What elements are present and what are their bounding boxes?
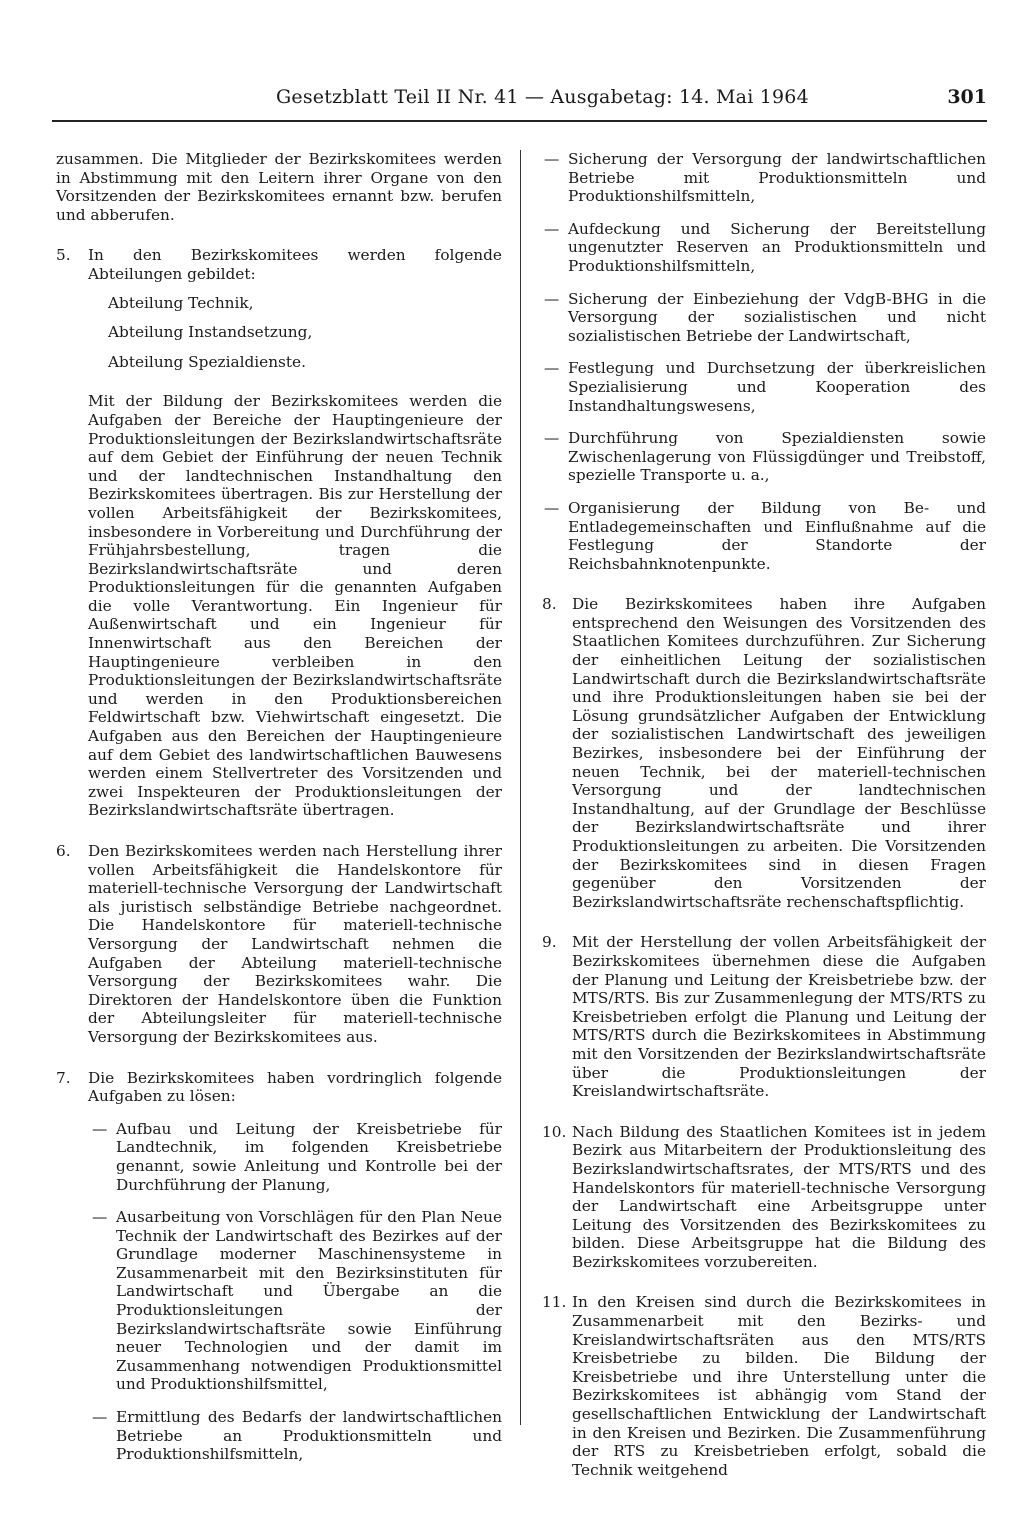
dept-technik: Abteilung Technik, (108, 293, 254, 312)
task-bullet (88, 1120, 502, 1194)
item-10-text: Nach Bildung des Staatlichen Komitees ist in jedem Bezirk aus Mitarbeitern der Produktionsleitung des Bezirkslandwirtschaftsrates, der MTS/RTS und des Handelskontors für materiell-technische Versorgung der Landwirtschaft eine Arbeitsgruppe unter Leitung des Vorsitzenden des Bezirkskomitees zu bilden. Diese Arbeitsgruppe hat die Bildung des Bezirkskomitees vorzubereiten. (572, 1122, 986, 1271)
task-text: Ausarbeitung von Vorschlägen für den Plan Neue Technik der Landwirtschaft des Bezirkes auf der Grundlage moderner Maschinensysteme in Zusammenarbeit mit den Bezirksinstituten für Landwirtschaft und Übergabe an die Produktionsleitungen der Bezirkslandwirtschaftsräte sowie Einführung neuer Technologien und der damit im Zusammenhang notwendigen Produktionsmittel und Produktionshilfsmittel, (116, 1208, 502, 1394)
item-8 (540, 595, 986, 911)
dash-mark: — (544, 359, 560, 378)
item-number: 10. (542, 1122, 567, 1141)
task-bullet (540, 290, 986, 346)
item-9 (540, 933, 986, 1100)
task-bullet (540, 429, 986, 485)
item-5-body: Mit der Bildung der Bezirkskomitees werden die Aufgaben der Bereiche der Hauptingenieure der Produktionsleitungen der Bezirkslandwirtschaftsräte auf dem Gebiet der Einführung der neuen Technik und der landtechnischen Instandhaltung den Bezirkskomitees übertragen. Bis zur Herstellung der vollen Arbeitsfähigkeit der Bezirkskomitees, insbesondere in Vorbereitung und Durchführung der Frühjahrsbestellung, tragen die Bezirkslandwirtschaftsräte und deren Produktionsleitungen für die genannten Aufgaben die volle Verantwortung. Ein Ingenieur für Außenwirtschaft und ein Ingenieur für Innenwirtschaft aus den Bereichen der Hauptingenieure verbleiben in den Produktionsleitungen der Bezirkslandwirtschaftsräte und werden in den Produktionsbereichen Feldwirtschaft bzw. Viehwirtschaft eingesetzt. Die Aufgaben aus den Bereichen der Hauptingenieure auf dem Gebiet des landwirtschaftlichen Bauwesens werden einem Stellvertreter des Vorsitzenden und zwei Inspekteuren der Produktionsleitungen der Bezirkslandwirtschaftsräte übertragen. (88, 392, 502, 820)
task-bullet (540, 359, 986, 415)
item-number: 7. (56, 1068, 71, 1087)
item-number: 8. (542, 595, 557, 614)
page-header (52, 86, 987, 116)
item-11-text: In den Kreisen sind durch die Bezirkskomitees in Zusammenarbeit mit den Bezirks- und Kreislandwirtschaftsräten aus den MTS/RTS Kreisbetriebe zu bilden. Die Bildung der Kreisbetriebe und ihre Unterstellung unter die Bezirkskomitees ist abhängig vom Stand der gesellschaftlichen Entwicklung der Landwirtschaft in den Kreisen und Bezirken. Die Zusammenführung der RTS zu Kreisbetrieben erfolgt, sobald die Technik weitgehend (572, 1293, 986, 1479)
item-6 (56, 842, 502, 1047)
task-bullet (540, 150, 986, 206)
task-text: Ermittlung des Bedarfs der landwirtschaftlichen Betriebe an Produktionsmitteln und Produktionshilfsmitteln, (116, 1408, 502, 1464)
task-text: Aufdeckung und Sicherung der Bereitstellung ungenutzter Reserven an Produktionsmitteln und Produktionshilfsmitteln, (568, 219, 986, 275)
dash-mark: — (544, 219, 560, 238)
item-7 (56, 1069, 502, 1464)
item-5 (56, 246, 502, 820)
intro-paragraph: zusammen. Die Mitglieder der Bezirkskomitees werden in Abstimmung mit den Leitern ihrer Organe von den Vorsitzenden der Bezirkskomitees ernannt bzw. berufen und abberufen. (56, 150, 502, 224)
item-7-lead: Die Bezirkskomitees haben vordringlich folgende Aufgaben zu lösen: (88, 1068, 502, 1106)
task-text: Aufbau und Leitung der Kreisbetriebe für Landtechnik, im folgenden Kreisbetriebe genannt, sowie Anleitung und Kontrolle bei der Durchführung der Planung, (116, 1119, 502, 1194)
item-number: 6. (56, 842, 71, 860)
dash-mark: — (544, 150, 560, 168)
dash-mark: — (544, 289, 560, 308)
left-column (56, 150, 502, 1464)
task-text: Durchführung von Spezialdiensten sowie Zwischenlagerung von Flüssigdünger und Treibstoff, spezielle Transporte u. a., (568, 429, 986, 485)
task-text: Sicherung der Einbeziehung der VdgB-BHG in die Versorgung der sozialistischen und nicht sozialistischen Betriebe der Landwirtschaft, (568, 289, 986, 345)
dash-mark: — (92, 1408, 108, 1427)
header-title: Gesetzblatt Teil II Nr. 41 — Ausgabetag: 14. Mai 1964 (276, 86, 809, 108)
item-10 (540, 1123, 986, 1272)
task-bullet (88, 1208, 502, 1394)
task-bullet (88, 1408, 502, 1464)
column-divider (520, 150, 521, 1425)
dash-mark: — (544, 429, 560, 448)
header-rule (52, 120, 987, 122)
item-number: 11. (542, 1293, 567, 1312)
task-bullet (540, 220, 986, 276)
item-8-text: Die Bezirkskomitees haben ihre Aufgaben entsprechend den Weisungen des Vorsitzenden des Staatlichen Komitees durchzuführen. Zur Sicherung der einheitlichen Leitung der sozialistischen Landwirtschaft durch die Bezirkslandwirtschaftsräte und ihre Produktionsleitungen haben sie bei der Lösung grundsätzlicher Aufgaben der Entwicklung der sozialistischen Landwirtschaft des jeweiligen Bezirkes, insbesondere bei der Einführung der neuen Technik, bei der materiell-technischen Versorgung und der landtechnischen Instandhaltung, auf der Grundlage der Beschlüsse der Bezirkslandwirtschaftsräte und ihrer Produktionsleitungen zu arbeiten. Die Vorsitzenden der Bezirkskomitees sind in diesen Fragen gegenüber den Vorsitzenden der Bezirkslandwirtschaftsräte rechenschaftspflichtig. (572, 595, 986, 911)
dash-mark: — (92, 1119, 108, 1138)
item-number: 5. (56, 246, 71, 265)
task-bullet (540, 499, 986, 573)
item-5-lead: In den Bezirkskomitees werden folgende Abteilungen gebildet: (88, 246, 502, 283)
task-text: Sicherung der Versorgung der landwirtschaftlichen Betriebe mit Produktionsmitteln und Produktionshilfsmitteln, (568, 150, 986, 206)
task-text: Festlegung und Durchsetzung der überkreislichen Spezialisierung und Kooperation des Instandhaltungswesens, (568, 359, 986, 415)
item-6-text: Den Bezirkskomitees werden nach Herstellung ihrer vollen Arbeitsfähigkeit die Handelskontore für materiell-technische Versorgung der Landwirtschaft als juristisch selbständige Betriebe nachgeordnet. Die Handelskontore für materiell-technische Versorgung der Landwirtschaft nehmen die Aufgaben der Abteilung materiell-technische Versorgung der Bezirkskomitees wahr. Die Direktoren der Handelskontore üben die Funktion der Abteilungsleiter für materiell-technische Versorgung der Bezirkskomitees aus. (88, 842, 502, 1046)
dept-spezialdienste: Abteilung Spezialdienste. (108, 352, 306, 371)
task-text: Organisierung der Bildung von Be- und Entladegemeinschaften und Einflußnahme auf die Festlegung der Standorte der Reichsbahnknotenpunkte. (568, 498, 986, 573)
dash-mark: — (544, 498, 560, 517)
dept-instandsetzung: Abteilung Instandsetzung, (108, 323, 313, 342)
item-9-text: Mit der Herstellung der vollen Arbeitsfähigkeit der Bezirkskomitees übernehmen diese die Aufgaben der Planung und Leitung der Kreisbetriebe bzw. der MTS/RTS. Bis zur Zusammenlegung der MTS/RTS zu Kreisbetrieben erfolgt die Planung und Leitung der MTS/RTS durch die Bezirkskomitees in Abstimmung mit den Vorsitzenden der Bezirkslandwirtschaftsräte über die Produktionsleitungen der Kreislandwirtschaftsräte. (572, 933, 986, 1101)
dash-mark: — (92, 1208, 108, 1227)
item-11 (540, 1293, 986, 1479)
item-number: 9. (542, 933, 557, 952)
page-number: 301 (947, 86, 987, 108)
right-column (540, 150, 986, 1479)
